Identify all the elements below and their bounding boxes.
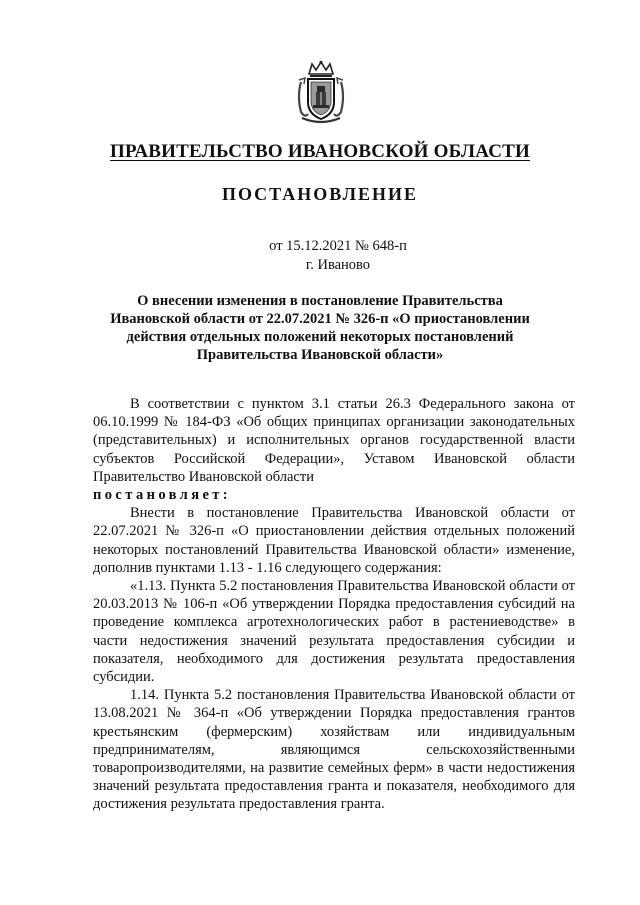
organization-name: ПРАВИТЕЛЬСТВО ИВАНОВСКОЙ ОБЛАСТИ — [110, 141, 530, 162]
clause-1-13: «1.13. Пункта 5.2 постановления Правительства Ивановской области от 20.03.2013 № 106-п «Об утверждении Порядка предоставления субсидий на проведение комплекса агротехнологических работ в растениеводстве» в части недостижения значений результата предоставления субсидии и показателя, необходимого для достижения результата предоставления субсидии. — [93, 578, 575, 686]
document-body — [93, 395, 575, 814]
organization-title — [0, 141, 640, 163]
preamble-paragraph: В соответствии с пунктом 3.1 статьи 26.3 Федерального закона от 06.10.1999 № 184-ФЗ «Об общих принципах организации законодательных (представительных) и исполнительных органов государственной власти субъектов Российской Федерации», Уставом Ивановской области Правительство Ивановской области — [93, 396, 575, 485]
decree-word: постановляет: — [93, 487, 232, 504]
coat-of-arms-graphic — [296, 60, 346, 126]
coat-of-arms-icon — [296, 60, 346, 126]
document-meta — [0, 237, 640, 275]
decree-word-paragraph — [93, 486, 575, 504]
subject-line: Правительства Ивановской области» — [196, 347, 444, 363]
city: г. Иваново — [305, 257, 371, 273]
amendment-paragraph: Внести в постановление Правительства Ивановской области от 22.07.2021 № 326-п «О приостановлении действия отдельных положений некоторых постановлений Правительства Ивановской области» изменение, дополнив пунктами 1.13 - 1.16 следующего содержания: — [93, 505, 575, 576]
subject-line: действия отдельных положений некоторых постановлений — [126, 329, 514, 345]
subject-line: Ивановской области от 22.07.2021 № 326-п «О приостановлении — [110, 311, 530, 327]
document-subject — [100, 292, 540, 364]
clause-1-14: 1.14. Пункта 5.2 постановления Правительства Ивановской области от 13.08.2021 № 364-п «Об утверждении Порядка предоставления грантов крестьянским (фермерским) хозяйствам или индивидуальным предпринимателям, являющимся сельскохозяйственными товаропроизводителями, на развитие семейных ферм» в части недостижения значений результата предоставления гранта и показателя, необходимого для достижения результата предоставления гранта. — [93, 687, 575, 813]
subject-line: О внесении изменения в постановление Правительства — [137, 293, 503, 309]
document-type: ПОСТАНОВЛЕНИЕ — [221, 184, 419, 204]
date-number: от 15.12.2021 № 648-п — [269, 238, 407, 254]
